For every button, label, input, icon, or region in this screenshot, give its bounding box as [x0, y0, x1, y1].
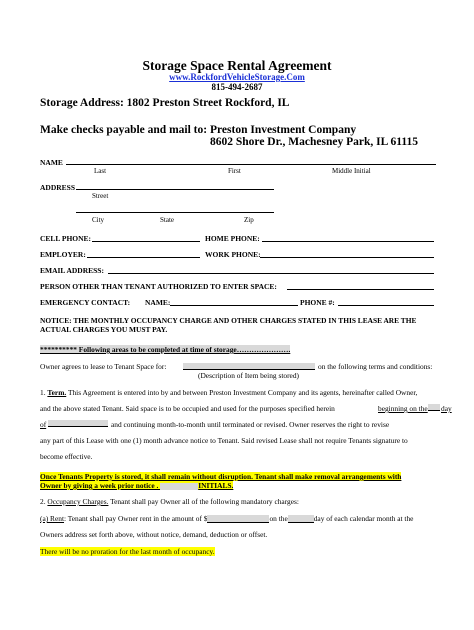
rent-day-field[interactable] [288, 515, 314, 523]
home-phone-label: HOME PHONE: [205, 234, 260, 243]
emergency-name-field[interactable] [170, 305, 298, 306]
authorized-person-field[interactable] [287, 289, 434, 290]
owner-agrees-text: Owner agrees to lease to Tenant Space for: [40, 362, 167, 371]
occupancy-paragraph [40, 497, 299, 506]
document-title: Storage Space Rental Agreement [142, 58, 332, 73]
owner-agrees-terms: on the following terms and conditions: [318, 362, 433, 371]
rent-on-text: on the [269, 514, 288, 523]
address-state-caption: State [160, 216, 174, 224]
emergency-contact-label: EMERGENCY CONTACT: [40, 298, 131, 307]
term-paragraph-line-2: and the above stated Tenant. Said space is to be occupied and used for the purposes specified herein [40, 404, 335, 413]
item-description-caption: (Description of Item being stored) [198, 371, 299, 380]
removal-notice-line-1: Once Tenants Property is stored, it shall remain without disruption. Tenant shall make removal arrangements with [40, 472, 402, 481]
emergency-phone-label: PHONE #: [300, 298, 335, 307]
address-zip-caption: Zip [244, 216, 254, 224]
initials-label: INITIALS. [198, 481, 234, 490]
term-text: This Agreement is entered into by and between Preston Investment Company and its agents, hereinafter called Owner, [67, 388, 418, 397]
emergency-phone-field[interactable] [338, 305, 434, 306]
address-street-caption: Street [92, 192, 109, 200]
authorized-person-label: PERSON OTHER THAN TENANT AUTHORIZED TO ENTER SPACE: [40, 282, 277, 291]
proration-notice: There will be no proration for the last month of occupancy. [40, 547, 215, 556]
term-paragraph-line-5: become effective. [40, 452, 93, 461]
storage-time-banner: ********** Following areas to be completed at time of storage…………………. [40, 345, 291, 354]
term-day-field[interactable] [428, 404, 440, 411]
company-phone: 815-494-2687 [211, 82, 263, 92]
email-label: EMAIL ADDRESS: [40, 266, 104, 275]
cell-phone-field[interactable] [92, 241, 200, 242]
notice-line-1: NOTICE: THE MONTHLY OCCUPANCY CHARGE AND OTHER CHARGES STATED IN THIS LEASE ARE THE [40, 316, 417, 325]
employer-label: EMPLOYER: [40, 250, 86, 259]
name-label: NAME [40, 158, 63, 167]
address-city-state-zip-field[interactable] [76, 212, 274, 213]
item-description-field[interactable] [183, 363, 315, 370]
term-paragraph-line-3: and continuing month-to-month until terminated or revised. Owner reserves the right to revise [111, 420, 390, 429]
notice-line-2: ACTUAL CHARGES YOU MUST PAY. [40, 325, 168, 334]
occupancy-heading: Occupancy Charges. [47, 497, 109, 506]
storage-address: Storage Address: 1802 Preston Street Rockford, IL [40, 97, 290, 109]
term-number: 1. [40, 388, 46, 397]
term-of-text: of [40, 420, 47, 429]
term-beginning-text: beginning on the [378, 404, 428, 413]
work-phone-label: WORK PHONE: [205, 250, 261, 259]
address-street-field[interactable] [76, 189, 274, 190]
name-first-caption: First [228, 167, 241, 175]
payment-company: Preston Investment Company [210, 124, 357, 136]
name-field[interactable] [66, 164, 436, 165]
term-paragraph-line-1 [40, 388, 417, 397]
payment-label: Make checks payable and mail to: [40, 124, 208, 136]
term-paragraph-line-4: any part of this Lease with one (1) month advance notice to Tenant. Said revised Lease shall not require Tenants signature to [40, 436, 408, 445]
rent-heading: (a) Rent [40, 514, 65, 523]
email-field[interactable] [108, 273, 434, 274]
rent-text: : Tenant shall pay Owner rent in the amount of $ [64, 514, 208, 523]
payment-street: 8602 Shore Dr., Machesney Park, IL 61115 [210, 136, 418, 148]
rent-line-1 [40, 514, 413, 523]
address-city-caption: City [92, 216, 105, 224]
initials-field[interactable] [160, 483, 198, 490]
employer-field[interactable] [87, 257, 200, 258]
occupancy-number: 2. [40, 497, 46, 506]
term-month-field[interactable] [48, 420, 108, 427]
rent-line-2: Owners address set forth above, without notice, demand, deduction or offset. [40, 530, 268, 539]
address-label: ADDRESS [40, 183, 76, 192]
emergency-name-label: NAME: [145, 298, 171, 307]
work-phone-field[interactable] [260, 257, 434, 258]
home-phone-field[interactable] [262, 241, 434, 242]
rent-amount-field[interactable] [207, 515, 269, 523]
name-middle-caption: Middle Initial [332, 167, 371, 175]
removal-notice-text: Owner by giving a week prior notice . [40, 481, 161, 490]
cell-phone-label: CELL PHONE: [40, 234, 92, 243]
occupancy-text: Tenant shall pay Owner all of the following mandatory charges: [110, 497, 299, 506]
removal-notice-line-2 [40, 481, 233, 490]
term-day-text: day [441, 404, 452, 413]
rent-day-text: day of each calendar month at the [313, 514, 414, 523]
term-heading: Term. [47, 388, 67, 397]
name-last-caption: Last [94, 167, 107, 175]
website-link[interactable]: www.RockfordVehicleStorage.Com [169, 72, 305, 82]
